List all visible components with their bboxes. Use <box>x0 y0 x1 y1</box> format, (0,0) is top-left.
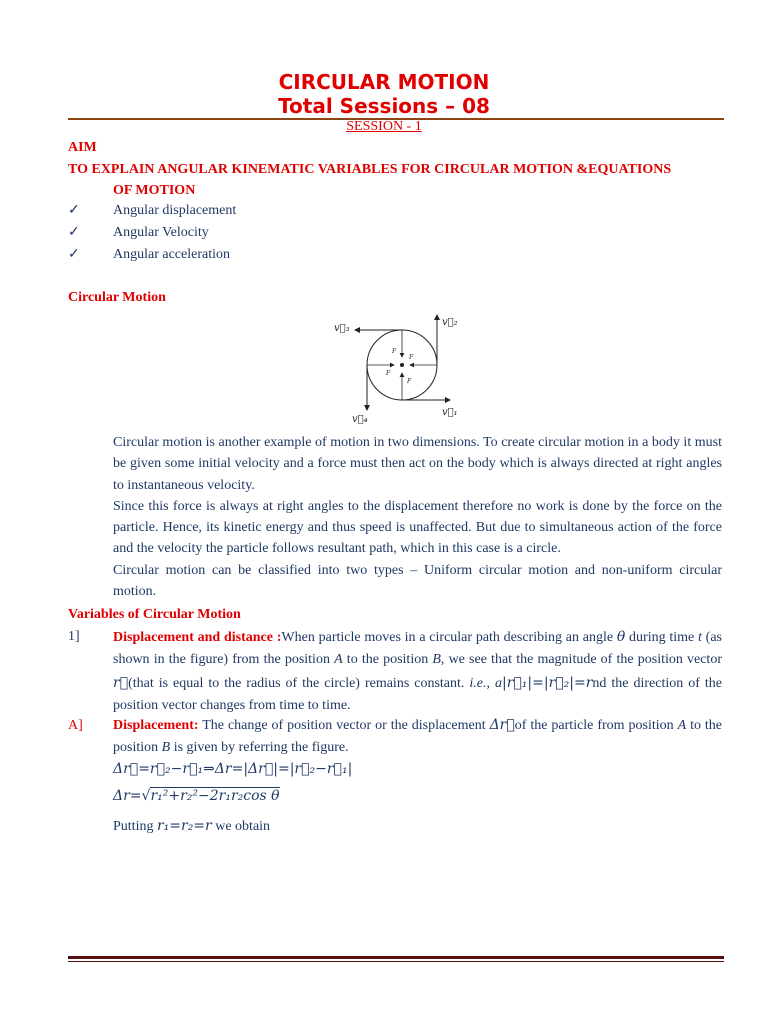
aim-text-line2: OF MOTION <box>113 183 196 198</box>
itemA-text: to the position <box>113 718 722 755</box>
sqrt-symbol: √ <box>141 788 151 804</box>
check-icon: ✓ <box>68 247 80 262</box>
point-b: B <box>161 739 171 755</box>
section-circular-motion: Circular Motion <box>68 290 166 305</box>
item1-text: (as shown in the figure) from the position <box>113 630 722 668</box>
label-v4: v⃗₄ <box>352 414 368 425</box>
circular-motion-figure <box>320 305 470 430</box>
label-force: F <box>409 354 414 361</box>
label-force: F <box>386 370 391 377</box>
putting-text: Putting <box>113 819 157 834</box>
label-force: F <box>407 378 412 385</box>
check-icon: ✓ <box>68 203 80 218</box>
intro-text <box>113 432 722 602</box>
putting-line <box>113 815 270 838</box>
item1-text: (that is equal to the radius of the circle) remains constant. <box>128 675 470 691</box>
magnitude-equation: |r⃗₁|=|r⃗₂|=r <box>501 674 593 691</box>
theta-symbol: θ <box>616 629 626 645</box>
center-dot <box>400 363 404 367</box>
item1-title: Displacement and distance : <box>113 630 282 645</box>
item1-number: 1] <box>68 629 80 644</box>
aim-item-1: Angular displacement <box>113 203 237 218</box>
document-title: CIRCULAR MOTION <box>278 70 490 94</box>
intro-paragraph-3: Circular motion can be classified into two types – Uniform circular motion and non-uniform circular motion. <box>113 562 722 600</box>
item1-paragraph <box>113 626 722 718</box>
aim-item-3: Angular acceleration <box>113 247 230 262</box>
aim-label: AIM <box>68 140 97 155</box>
footer-divider-thin <box>68 961 724 962</box>
itemA-paragraph <box>113 715 722 758</box>
label-force: F <box>392 348 397 355</box>
item1-text: When particle moves in a circular path describing an angle <box>281 630 617 645</box>
aim-text-line1: TO EXPLAIN ANGULAR KINEMATIC VARIABLES FOR CIRCULAR MOTION &EQUATIONS <box>68 162 672 177</box>
ie-text: i.e., a <box>469 675 502 691</box>
putting-equation: r₁=r₂=r <box>156 818 212 834</box>
session-heading: SESSION - 1 <box>346 119 422 134</box>
equation-1: Δr⃗=r⃗₂−r⃗₁⇒Δr=|Δr⃗|=|r⃗₂−r⃗₁| <box>113 761 353 777</box>
position-vector-symbol: r⃗ <box>113 674 129 691</box>
intro-paragraph-2: Since this force is always at right angles to the displacement therefore no work is done by the force on the particle. Hence, its kinetic energy and thus speed is unaffected. But due to simultaneous action of the force and the velocity the particle follows resultant path, which in this case is a circle. <box>113 498 722 557</box>
footer-divider-thick <box>68 956 724 959</box>
equation-2 <box>113 785 280 808</box>
itemA-text: of the particle from position <box>514 718 678 733</box>
label-v3: v⃗₃ <box>334 323 350 334</box>
time-symbol: t <box>698 630 702 645</box>
equation-2-lhs: Δr= <box>113 788 142 804</box>
aim-item-2: Angular Velocity <box>113 225 209 240</box>
item1-text: nd the direction of the position vector changes from time to time. <box>113 675 722 714</box>
label-v1: v⃗₁ <box>442 407 458 418</box>
itemA-text: is given by referring the figure. <box>170 739 349 755</box>
check-icon: ✓ <box>68 225 80 240</box>
intro-paragraph-1: Circular motion is another example of motion in two dimensions. To create circular motion in a body it must be given some initial velocity and a force must then act on the body which is always directed at right angles to instantaneous velocity. <box>113 435 722 493</box>
item1-text: to the position <box>342 652 433 668</box>
itemA-text: The change of position vector or the displacement <box>198 718 490 733</box>
item1-text: , we see that the magnitude of the position vector <box>440 652 722 668</box>
itemA-title: Displacement: <box>113 718 199 733</box>
equation-2-radicand: r₁²+r₂²−2r₁r₂cos θ <box>150 788 280 804</box>
point-a: A <box>677 718 687 733</box>
document-subtitle: Total Sessions – 08 <box>278 94 490 118</box>
point-b: B <box>432 652 441 668</box>
displacement-symbol: Δr⃗ <box>489 717 515 733</box>
label-v2: v⃗₂ <box>442 317 458 328</box>
item1-text: during time <box>625 630 699 645</box>
variables-heading: Variables of Circular Motion <box>68 607 241 622</box>
itemA-number: A] <box>68 718 83 733</box>
putting-text: we obtain <box>211 819 271 834</box>
point-a: A <box>334 652 343 668</box>
